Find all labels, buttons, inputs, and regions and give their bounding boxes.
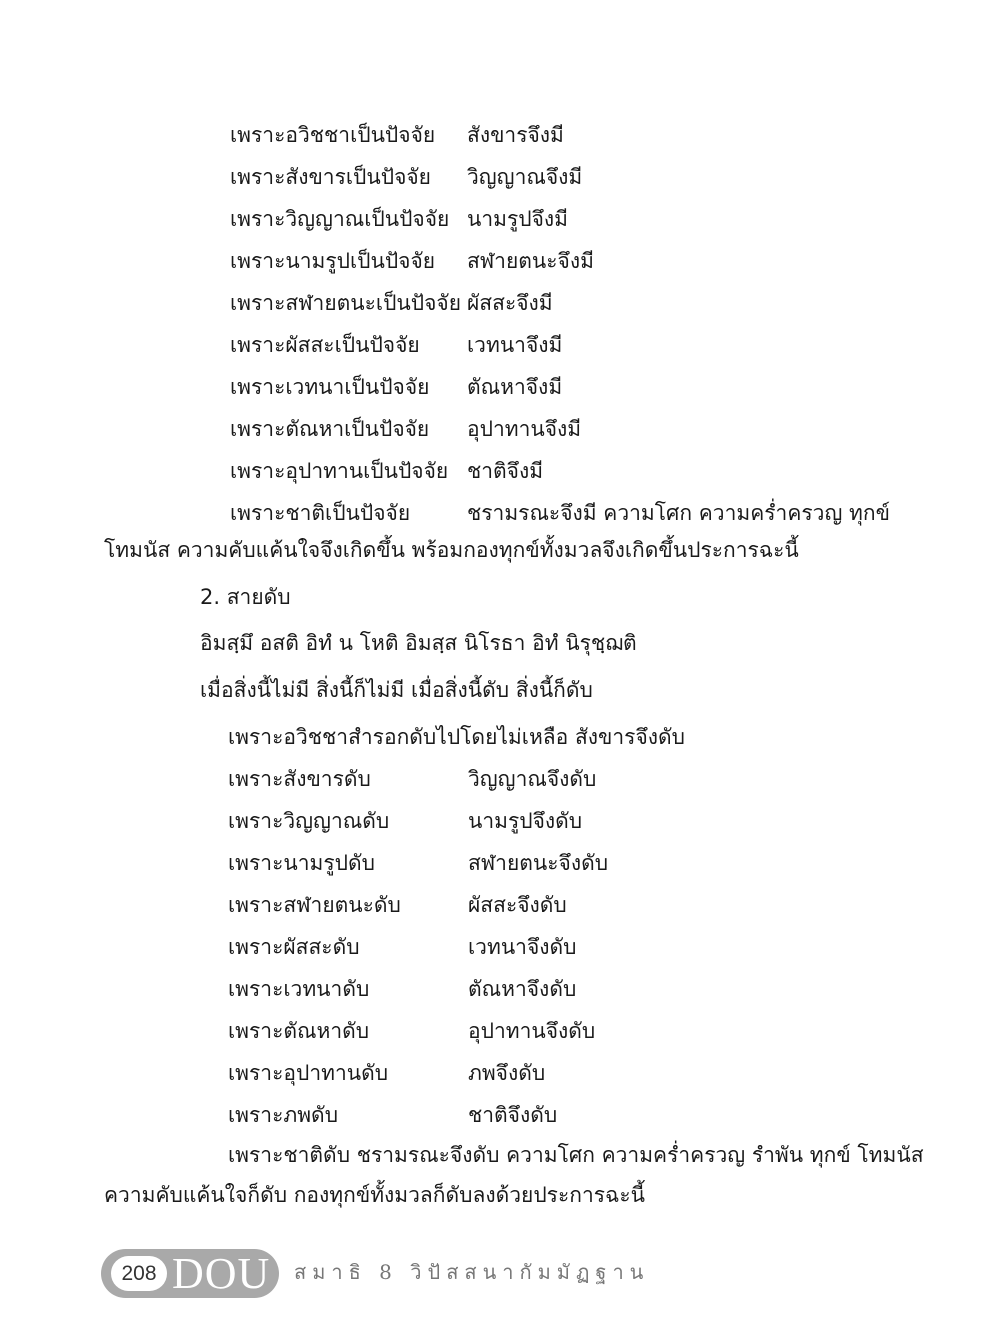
pali-verse: อิมสฺมึ อสติ อิทํ น โหติ อิมสฺส นิโรธา อิทํ นิรุชฺฌติ bbox=[200, 631, 637, 655]
condition-text: เพราะสฬายตนะเป็นปัจจัย bbox=[230, 291, 462, 315]
result-text: สฬายตนะจึงมี bbox=[467, 249, 594, 273]
condition-text: เพราะอุปาทานเป็นปัจจัย bbox=[230, 459, 449, 483]
book-title: สมาธิ 8 วิปัสสนากัมมัฏฐาน bbox=[294, 1260, 650, 1284]
result-text: เวทนาจึงดับ bbox=[468, 935, 577, 959]
page-number: 208 bbox=[111, 1256, 167, 1291]
result-text: ตัณหาจึงมี bbox=[467, 375, 563, 399]
result-text: นามรูปจึงดับ bbox=[468, 809, 583, 833]
result-text: อุปาทานจึงมี bbox=[467, 417, 582, 441]
condition-text: เพราะสังขารดับ bbox=[228, 767, 371, 791]
result-text: ตัณหาจึงดับ bbox=[468, 977, 577, 1001]
condition-text: เพราะนามรูปดับ bbox=[228, 851, 375, 875]
result-text: ภพจึงดับ bbox=[468, 1061, 546, 1085]
result-text: สังขารจึงมี bbox=[467, 123, 564, 147]
result-text: ผัสสะจึงมี bbox=[467, 291, 553, 315]
condition-text: เพราะวิญญาณเป็นปัจจัย bbox=[230, 207, 450, 231]
section-heading: 2. สายดับ bbox=[200, 585, 291, 609]
condition-text: เพราะตัณหาดับ bbox=[228, 1019, 370, 1043]
verse-translation: เมื่อสิ่งนี้ไม่มี สิ่งนี้ก็ไม่มี เมื่อสิ่งนี้ดับ สิ่งนี้ก็ดับ bbox=[200, 678, 593, 702]
paragraph-continuation: โทมนัส ความคับแค้นใจจึงเกิดขึ้น พร้อมกองทุกข์ทั้งมวลจึงเกิดขึ้นประการฉะนี้ bbox=[104, 538, 799, 562]
condition-text: เพราะอุปาทานดับ bbox=[228, 1061, 389, 1085]
result-text: ชาติจึงดับ bbox=[468, 1103, 558, 1127]
condition-text: เพราะภพดับ bbox=[228, 1103, 339, 1127]
result-text: นามรูปจึงมี bbox=[467, 207, 569, 231]
result-text: ผัสสะจึงดับ bbox=[468, 893, 567, 917]
cessation-first-line: เพราะอวิชชาสำรอกดับไปโดยไม่เหลือ สังขารจึงดับ bbox=[228, 725, 685, 749]
condition-text: เพราะเวทนาเป็นปัจจัย bbox=[230, 375, 430, 399]
result-text: วิญญาณจึงมี bbox=[467, 165, 583, 189]
condition-text: เพราะสฬายตนะดับ bbox=[228, 893, 401, 917]
result-text: เวทนาจึงมี bbox=[467, 333, 563, 357]
condition-text: เพราะอวิชชาเป็นปัจจัย bbox=[230, 123, 436, 147]
condition-text: เพราะเวทนาดับ bbox=[228, 977, 370, 1001]
closing-paragraph-line: เพราะชาติดับ ชรามรณะจึงดับ ความโศก ความคร่ำครวญ รำพัน ทุกข์ โทมนัส bbox=[228, 1143, 924, 1167]
closing-paragraph-continuation: ความคับแค้นใจก็ดับ กองทุกข์ทั้งมวลก็ดับลงด้วยประการฉะนี้ bbox=[104, 1183, 645, 1207]
condition-text: เพราะผัสสะดับ bbox=[228, 935, 360, 959]
condition-text: เพราะผัสสะเป็นปัจจัย bbox=[230, 333, 420, 357]
brand-logo: DOU bbox=[172, 1249, 271, 1298]
result-text: ชาติจึงมี bbox=[467, 459, 544, 483]
result-text: อุปาทานจึงดับ bbox=[468, 1019, 596, 1043]
condition-text: เพราะวิญญาณดับ bbox=[228, 809, 390, 833]
result-text: วิญญาณจึงดับ bbox=[468, 767, 597, 791]
condition-text: เพราะสังขารเป็นปัจจัย bbox=[230, 165, 431, 189]
condition-text: เพราะนามรูปเป็นปัจจัย bbox=[230, 249, 436, 273]
condition-text: เพราะชาติเป็นปัจจัย bbox=[230, 501, 411, 525]
condition-text: เพราะตัณหาเป็นปัจจัย bbox=[230, 417, 430, 441]
result-text: สฬายตนะจึงดับ bbox=[468, 851, 609, 875]
result-text: ชรามรณะจึงมี ความโศก ความคร่ำครวญ ทุกข์ bbox=[467, 501, 890, 525]
